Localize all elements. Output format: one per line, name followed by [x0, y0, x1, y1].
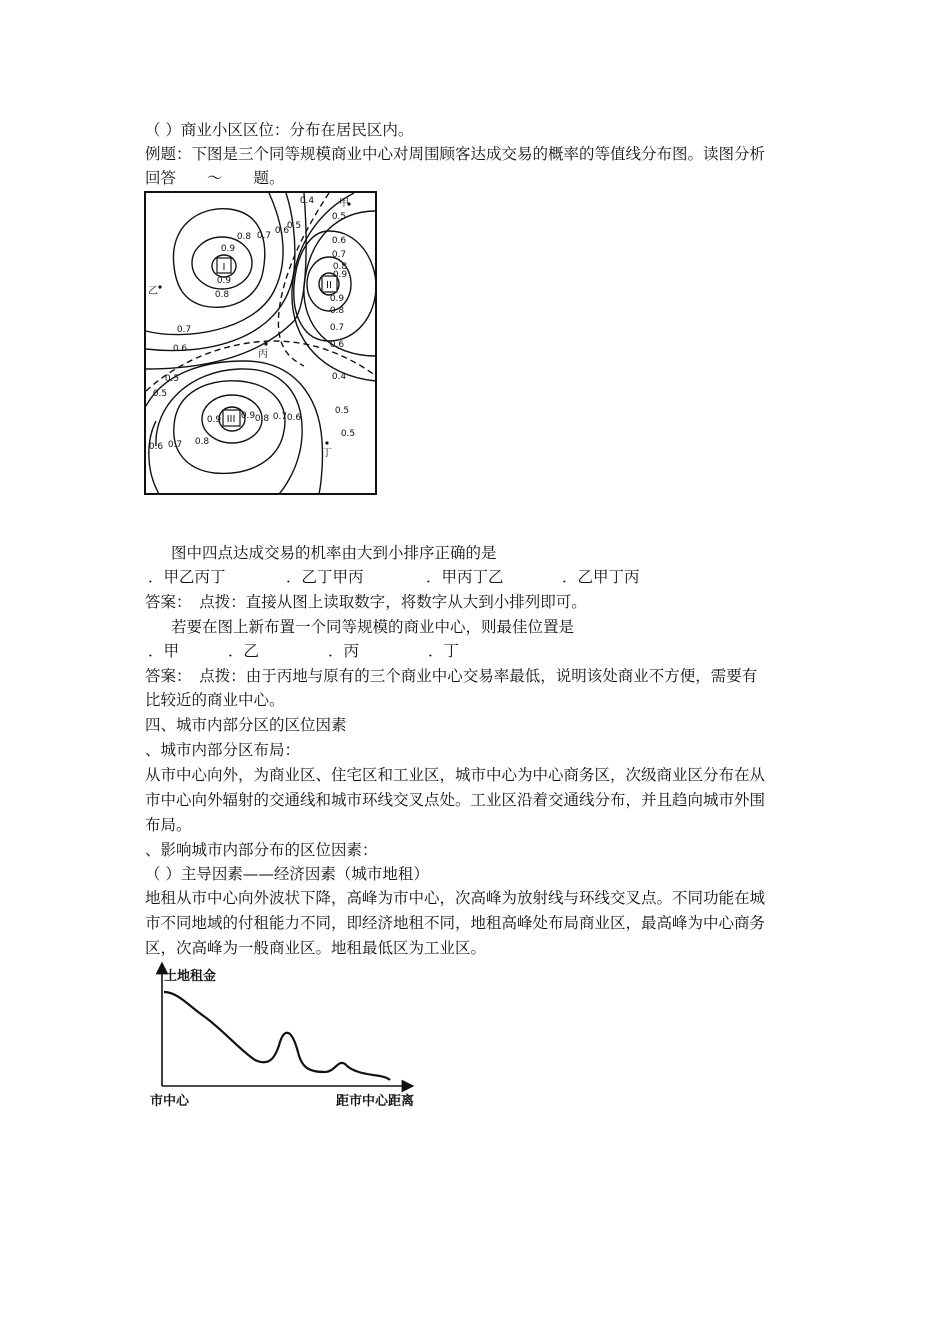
label-c2-d: 0.7: [331, 250, 347, 260]
q1-option-d: ．乙甲丁丙: [562, 568, 640, 586]
label-c3-k: 0.7: [167, 440, 183, 450]
label-mid-a: 0.6: [172, 344, 188, 354]
section-4-heading: 四、城市内部分区的区位因素: [145, 716, 347, 734]
center-label-3: III: [226, 414, 236, 425]
section-4-2-heading: 、影响城市内部分布的区位因素：: [145, 841, 378, 859]
label-c2-f: 0.9: [332, 270, 348, 280]
label-c2-h: 0.8: [329, 306, 345, 316]
para-1-line1: 从市中心向外，为商业区、住宅区和工业区，城市中心为中心商务区，次级商业区分布在从: [145, 766, 766, 784]
point-yi: 乙: [148, 286, 158, 297]
section-heading-commercial-subzone: （ ）商业小区区位：分布在居民区内。: [145, 121, 414, 139]
para-2-line3: 区，次高峰为一般商业区。地租最低区为工业区。: [145, 939, 487, 957]
label-c1-g: 0.5: [286, 221, 302, 231]
para-2-line1: 地租从市中心向外波状下降，高峰为市中心，次高峰为放射线与环线交叉点。不同功能在城: [145, 889, 766, 907]
label-c2-g: 0.9: [329, 294, 345, 304]
point-jia: 甲: [339, 198, 349, 209]
label-c1-c: 0.8: [236, 232, 252, 242]
label-mid-b: 0.7: [176, 325, 192, 335]
q1-option-a: ．甲乙丙丁: [148, 568, 226, 586]
label-c1-f: 0.6: [274, 226, 290, 236]
label-c3-i: 0.5: [152, 389, 168, 399]
section-4-1-heading: 、城市内部分区布局：: [145, 741, 301, 759]
label-mid-c: 0.5: [164, 374, 180, 384]
answer-2-line1: 答案： 点拨：由于丙地与原有的三个商业中心交易率最低，说明该处商业不方便，需要有: [145, 667, 758, 685]
section-4-2-1-heading: （ ）主导因素——经济因素（城市地租）: [145, 865, 429, 883]
label-c1-a: 0.9: [220, 244, 236, 254]
para-2-line2: 市不同地域的付租能力不同，即经济地租不同，地租高峰处布局商业区，最高峰为中心商务: [145, 914, 766, 932]
label-c3-e: 0.6: [286, 413, 302, 423]
q1-option-b: ．乙丁甲丙: [286, 568, 364, 586]
label-c2-a: 0.4: [299, 196, 315, 206]
para-1-line3: 布局。: [145, 816, 192, 834]
answer-2-line2: 比较近的商业中心。: [145, 691, 285, 709]
point-ding: 丁: [322, 448, 332, 459]
example-intro-line1: 例题：下图是三个同等规模商业中心对周围顾客达成交易的概率的等值线分布图。读图分析: [145, 145, 766, 163]
rent-y-label: 土地租金: [164, 969, 217, 984]
label-c1-b: 0.9: [216, 276, 232, 286]
label-c2-e: 0.8: [332, 262, 348, 272]
contour-map-figure: [144, 191, 378, 497]
label-c3-l: 0.8: [194, 437, 210, 447]
para-1-line2: 市中心向外辐射的交通线和城市环线交叉点处。工业区沿着交通线分布，并且趋向城市外围: [145, 791, 766, 809]
center-label-2: II: [326, 280, 332, 291]
label-c3-h: 0.5: [340, 429, 356, 439]
label-c2-j: 0.6: [329, 340, 345, 350]
point-bing: 丙: [258, 349, 268, 360]
label-c3-c: 0.8: [254, 414, 270, 424]
question-1: 图中四点达成交易的机率由大到小排序正确的是: [171, 544, 497, 562]
question-2: 若要在图上新布置一个同等规模的商业中心，则最佳位置是: [171, 618, 575, 636]
label-c1-d: 0.8: [214, 290, 230, 300]
label-c3-j: 0.6: [148, 442, 164, 452]
rent-curve: [164, 992, 390, 1080]
q2-option-a: ．甲: [148, 642, 180, 660]
land-rent-chart: [140, 962, 430, 1112]
center-label-1: I: [222, 262, 226, 273]
label-c1-e: 0.7: [256, 231, 272, 241]
example-intro-line2: 回答 ～ 题。: [145, 169, 285, 187]
label-c2-i: 0.7: [329, 323, 345, 333]
label-c3-b: 0.9: [240, 411, 256, 421]
q2-option-b: ．乙: [228, 642, 260, 660]
label-c2-c: 0.6: [331, 236, 347, 246]
question-2-options: [148, 641, 568, 661]
label-c3-f: 0.5: [334, 406, 350, 416]
label-c3-d: 0.7: [272, 412, 288, 422]
q1-option-c: ．甲丙丁乙: [426, 568, 504, 586]
q2-option-c: ．丙: [328, 642, 360, 660]
rent-x-label-right: 距市中心距离: [336, 1094, 415, 1109]
q2-option-d: ．丁: [428, 642, 460, 660]
label-c2-b: 0.5: [331, 212, 347, 222]
question-1-options: [148, 567, 708, 587]
rent-x-label-left: 市中心: [150, 1094, 190, 1109]
label-c3-g: 0.4: [331, 372, 347, 382]
label-c3-a: 0.9: [206, 415, 222, 425]
answer-1: 答案： 点拨：直接从图上读取数字，将数字从大到小排列即可。: [145, 593, 587, 611]
